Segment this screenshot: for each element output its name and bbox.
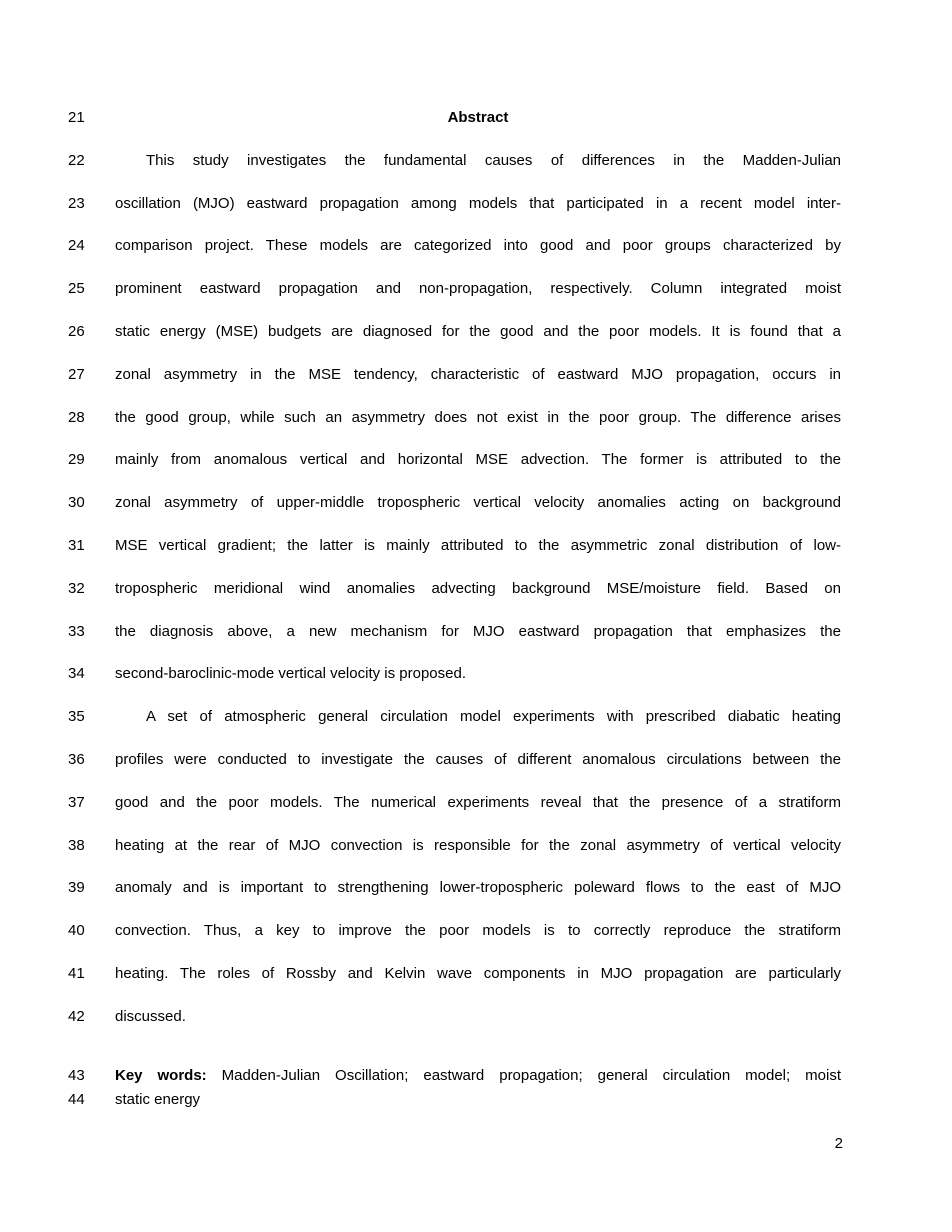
line-number: 33 (68, 622, 85, 640)
line-text: This study investigates the fundamental causes of differences in the Madden-Julian (146, 151, 841, 169)
manuscript-line (0, 1088, 841, 1112)
line-text: convection. Thus, a key to improve the poor models is to correctly reproduce the stratiform (115, 922, 841, 940)
line-number: 23 (68, 194, 85, 212)
manuscript-line (0, 568, 841, 611)
line-text: second-baroclinic-mode vertical velocity is proposed. (115, 665, 466, 683)
line-text: MSE vertical gradient; the latter is mainly attributed to the asymmetric zonal distribution of low- (115, 536, 841, 554)
manuscript-line (0, 525, 841, 568)
line-number: 39 (68, 879, 85, 897)
line-number: 28 (68, 408, 85, 426)
line-number: 35 (68, 708, 85, 726)
line-number: 21 (68, 109, 85, 126)
manuscript-line (0, 183, 841, 226)
manuscript-line (0, 611, 841, 654)
line-number: 25 (68, 280, 85, 298)
page-number: 2 (834, 1135, 843, 1152)
manuscript-line (0, 354, 841, 397)
line-text: oscillation (MJO) eastward propagation among models that participated in a recent model inter- (115, 194, 841, 212)
manuscript-line (0, 739, 841, 782)
line-number: 30 (68, 494, 85, 512)
abstract-lines (0, 97, 841, 1112)
manuscript-line (0, 996, 841, 1039)
line-text: mainly from anomalous vertical and horizontal MSE advection. The former is attributed to the (115, 451, 841, 469)
line-text: tropospheric meridional wind anomalies advecting background MSE/moisture field. Based on (115, 579, 841, 597)
manuscript-line (0, 867, 841, 910)
manuscript-line (0, 482, 841, 525)
line-text: A set of atmospheric general circulation model experiments with prescribed diabatic heating (146, 708, 841, 726)
manuscript-line (0, 782, 841, 825)
line-text: comparison project. These models are categorized into good and poor groups characterized by (115, 237, 841, 255)
line-text: static energy (MSE) budgets are diagnosed for the good and the poor models. It is found that a (115, 322, 841, 340)
line-text: static energy (115, 1090, 201, 1108)
line-text: heating at the rear of MJO convection is responsible for the zonal asymmetry of vertical velocity (115, 836, 841, 854)
line-number: 37 (68, 793, 85, 811)
manuscript-line (0, 953, 841, 996)
line-number: 38 (68, 836, 85, 854)
manuscript-line (0, 653, 841, 696)
line-text: profiles were conducted to investigate the causes of different anomalous circulations between the (115, 750, 841, 768)
line-number: 24 (68, 237, 85, 255)
line-number: 29 (68, 451, 85, 469)
line-text: zonal asymmetry in the MSE tendency, characteristic of eastward MJO propagation, occurs in (115, 365, 841, 383)
line-text: anomaly and is important to strengthening lower-tropospheric poleward flows to the east of MJO (115, 879, 841, 897)
line-text: Abstract (447, 109, 509, 126)
manuscript-line (0, 696, 841, 739)
manuscript-line (0, 97, 841, 140)
manuscript-line (0, 825, 841, 868)
manuscript-line (0, 140, 841, 183)
line-text: the good group, while such an asymmetry does not exist in the poor group. The difference arises (115, 408, 841, 426)
line-number: 26 (68, 322, 85, 340)
line-number: 41 (68, 964, 85, 982)
manuscript-line (0, 311, 841, 354)
manuscript-line (0, 439, 841, 482)
line-number: 44 (68, 1090, 85, 1108)
line-number: 42 (68, 1007, 85, 1025)
line-text: Key words: Madden-Julian Oscillation; eastward propagation; general circulation model; moist (115, 1066, 841, 1084)
line-number: 32 (68, 579, 85, 597)
line-number: 43 (68, 1066, 85, 1084)
line-number: 31 (68, 536, 85, 554)
line-number: 40 (68, 922, 85, 940)
line-text: discussed. (115, 1007, 186, 1025)
manuscript-line (0, 1064, 841, 1088)
manuscript-line (0, 225, 841, 268)
manuscript-line (0, 910, 841, 953)
line-text: good and the poor models. The numerical experiments reveal that the presence of a stratiform (115, 793, 841, 811)
manuscript-line (0, 397, 841, 440)
line-number: 36 (68, 750, 85, 768)
line-number: 22 (68, 151, 85, 169)
line-number: 34 (68, 665, 85, 683)
line-number: 27 (68, 365, 85, 383)
manuscript-line (0, 268, 841, 311)
line-text: the diagnosis above, a new mechanism for MJO eastward propagation that emphasizes the (115, 622, 841, 640)
line-text: zonal asymmetry of upper-middle tropospheric vertical velocity anomalies acting on background (115, 494, 841, 512)
line-text: prominent eastward propagation and non-propagation, respectively. Column integrated moist (115, 280, 841, 298)
line-text: heating. The roles of Rossby and Kelvin wave components in MJO propagation are particularly (115, 964, 841, 982)
